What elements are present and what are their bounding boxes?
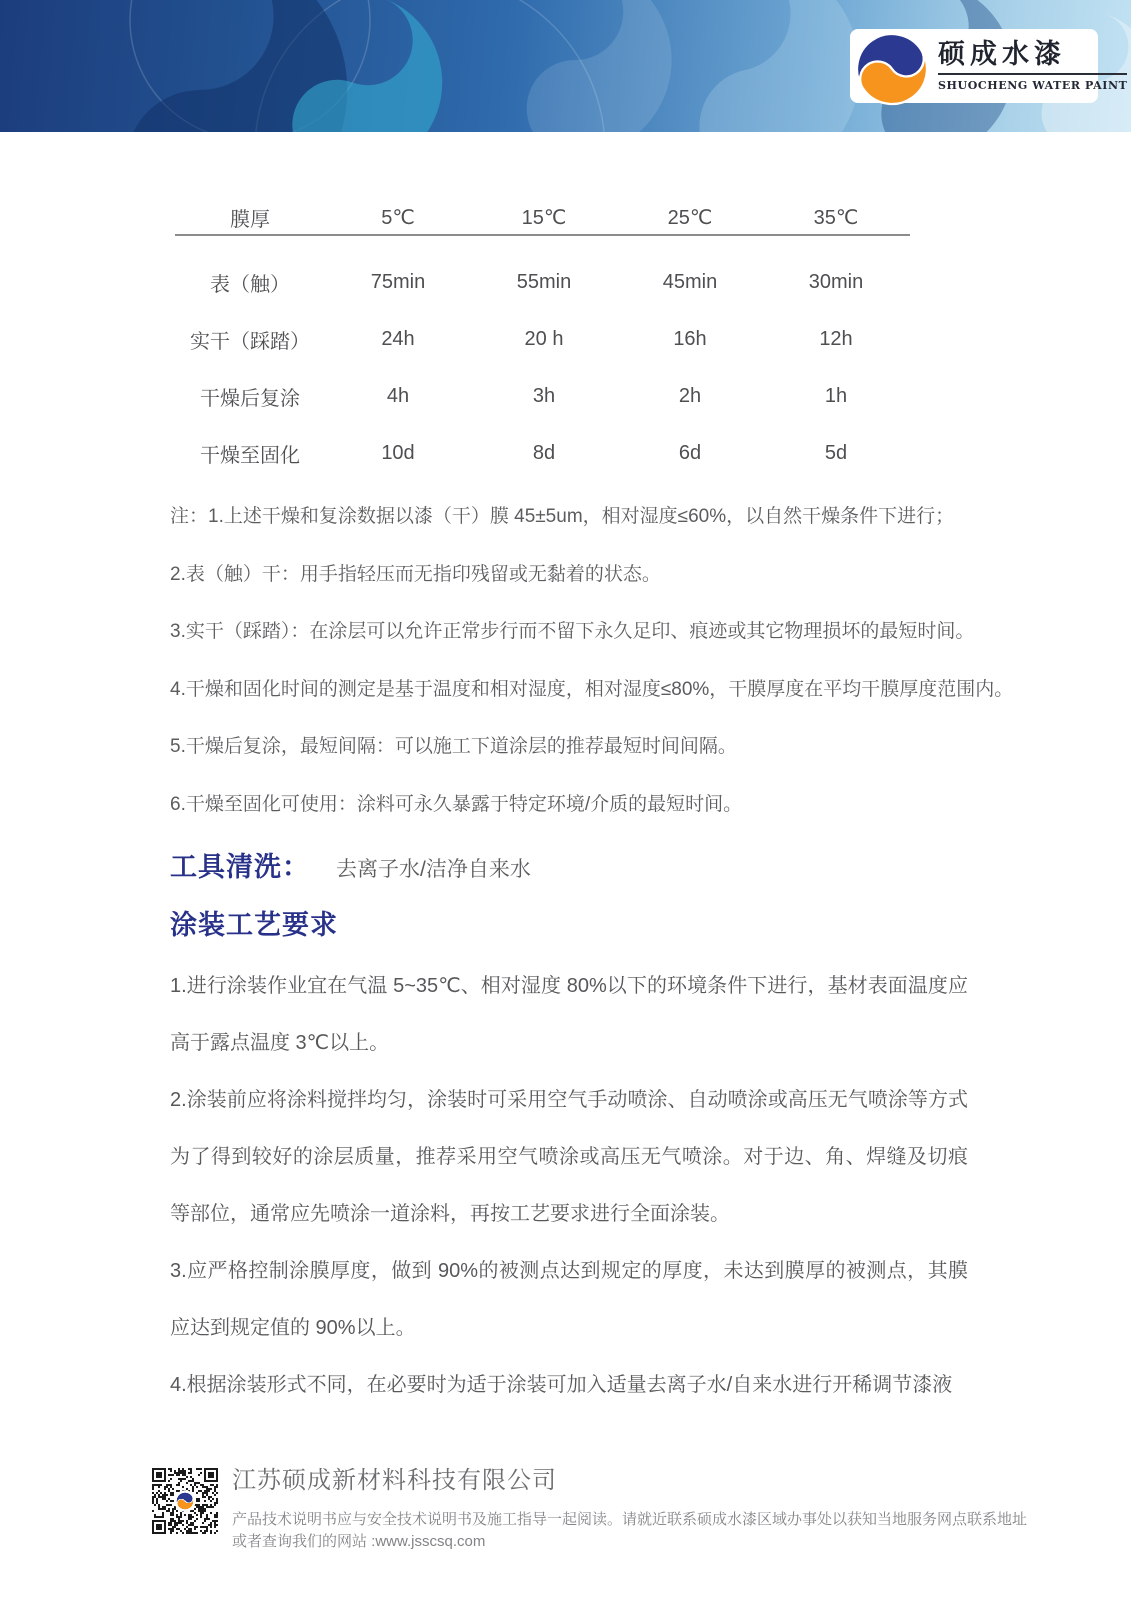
- table-cell: 30min: [808, 271, 864, 293]
- table-cell: 3h: [532, 385, 556, 407]
- table-header-row: [175, 200, 910, 236]
- process-paragraphs: [170, 958, 968, 1414]
- process-paragraph: 4.根据涂装形式不同，在必要时为适于涂装可加入适量去离子水/自来水进行开稀调节漆液: [170, 1374, 953, 1396]
- note-line: 2.表（触）干：用手指轻压而无指印残留或无黏着的状态。: [170, 563, 661, 585]
- note-line: 4.干燥和固化时间的测定是基于温度和相对湿度，相对湿度≤80%，干膜厚度在平均干膜厚度范围内。: [170, 678, 1014, 700]
- table-cell: 1h: [824, 385, 848, 407]
- table-col-header: 5℃: [381, 206, 415, 229]
- qr-code-icon: [152, 1468, 218, 1534]
- table-cell: 10d: [381, 442, 415, 464]
- row-label: 表（触）: [210, 274, 290, 296]
- table-col-header: 15℃: [521, 206, 567, 229]
- footer: [152, 1458, 1122, 1553]
- row-label: 实干（踩踏）: [190, 331, 310, 353]
- brand-logo: [850, 29, 1128, 103]
- note-line: 3.实干（踩踏）：在涂层可以允许正常步行而不留下永久足印、痕迹或其它物理损坏的最短时间。: [170, 621, 975, 642]
- tool-cleaning-value: 去离子水/洁净自来水: [336, 858, 531, 881]
- header-banner: [0, 0, 1131, 132]
- brand-name-cn: 硕成水漆: [938, 40, 1127, 75]
- table-cell: 12h: [819, 328, 853, 350]
- table-cell: 55min: [516, 271, 572, 293]
- table-cell: 2h: [678, 385, 702, 407]
- table-cell: 16h: [673, 328, 707, 350]
- footer-website-line: 或者查询我们的网站 :www.jsscsq.com: [232, 1533, 486, 1550]
- brand-text-block: [938, 40, 1127, 92]
- table-col-header: 25℃: [667, 206, 713, 229]
- table-body: [175, 254, 910, 482]
- tool-cleaning-section: [170, 845, 531, 884]
- notes-list: [170, 488, 1050, 833]
- row-label: 干燥至固化: [200, 445, 300, 467]
- drying-time-table: [175, 200, 910, 482]
- table-cell: 45min: [662, 271, 718, 293]
- table-col-header: 35℃: [813, 206, 859, 229]
- table-cell: 8d: [532, 442, 556, 464]
- shuocheng-swirl-icon: [854, 31, 930, 107]
- footer-note-line: 产品技术说明书应与安全技术说明书及施工指导一起阅读。请就近联系硕成水漆区域办事处以获知当地服务网点联系地址: [232, 1511, 1028, 1528]
- table-row: [175, 311, 910, 368]
- note-line: 6.干燥至固化可使用：涂料可永久暴露于特定环境/介质的最短时间。: [170, 793, 743, 815]
- row-label: 干燥后复涂: [200, 388, 300, 410]
- process-paragraph: 3.应严格控制涂膜厚度，做到 90%的被测点达到规定的厚度，未达到膜厚的被测点，其膜应达到规定值的 90%以上。: [170, 1260, 968, 1339]
- table-cell: 6d: [678, 442, 702, 464]
- note-line: 注：1.上述干燥和复涂数据以漆（干）膜 45±5um，相对湿度≤60%，以自然干燥条件下进行；: [170, 506, 955, 527]
- table-row: [175, 254, 910, 311]
- footer-text-block: [232, 1460, 1122, 1553]
- table-cell: 75min: [370, 271, 426, 293]
- process-section-title: 涂装工艺要求: [170, 910, 338, 940]
- table-col-header: 膜厚: [230, 208, 270, 231]
- process-paragraph: 1.进行涂装作业宜在气温 5~35℃、相对湿度 80%以下的环境条件下进行，基材表面温度应高于露点温度 3℃以上。: [170, 975, 968, 1054]
- table-cell: 4h: [386, 385, 410, 407]
- table-row: [175, 425, 910, 482]
- table-cell: 20 h: [524, 328, 564, 350]
- note-line: 5.干燥后复涂，最短间隔：可以施工下道涂层的推荐最短时间间隔。: [170, 736, 737, 757]
- brand-name-en: SHUOCHENG WATER PAINT: [938, 78, 1128, 92]
- tool-cleaning-label: 工具清洗：: [170, 852, 310, 882]
- table-cell: 24h: [381, 328, 415, 350]
- table-row: [175, 368, 910, 425]
- company-name: 江苏硕成新材料科技有限公司: [232, 1467, 557, 1494]
- process-paragraph: 2.涂装前应将涂料搅拌均匀，涂装时可采用空气手动喷涂、自动喷涂或高压无气喷涂等方式为了得到较好的涂层质量，推荐采用空气喷涂或高压无气喷涂。对于边、角、焊缝及切痕等部位，通常应先喷涂一道涂料，再按工艺要求进行全面涂装。: [170, 1089, 968, 1225]
- table-cell: 5d: [824, 442, 848, 464]
